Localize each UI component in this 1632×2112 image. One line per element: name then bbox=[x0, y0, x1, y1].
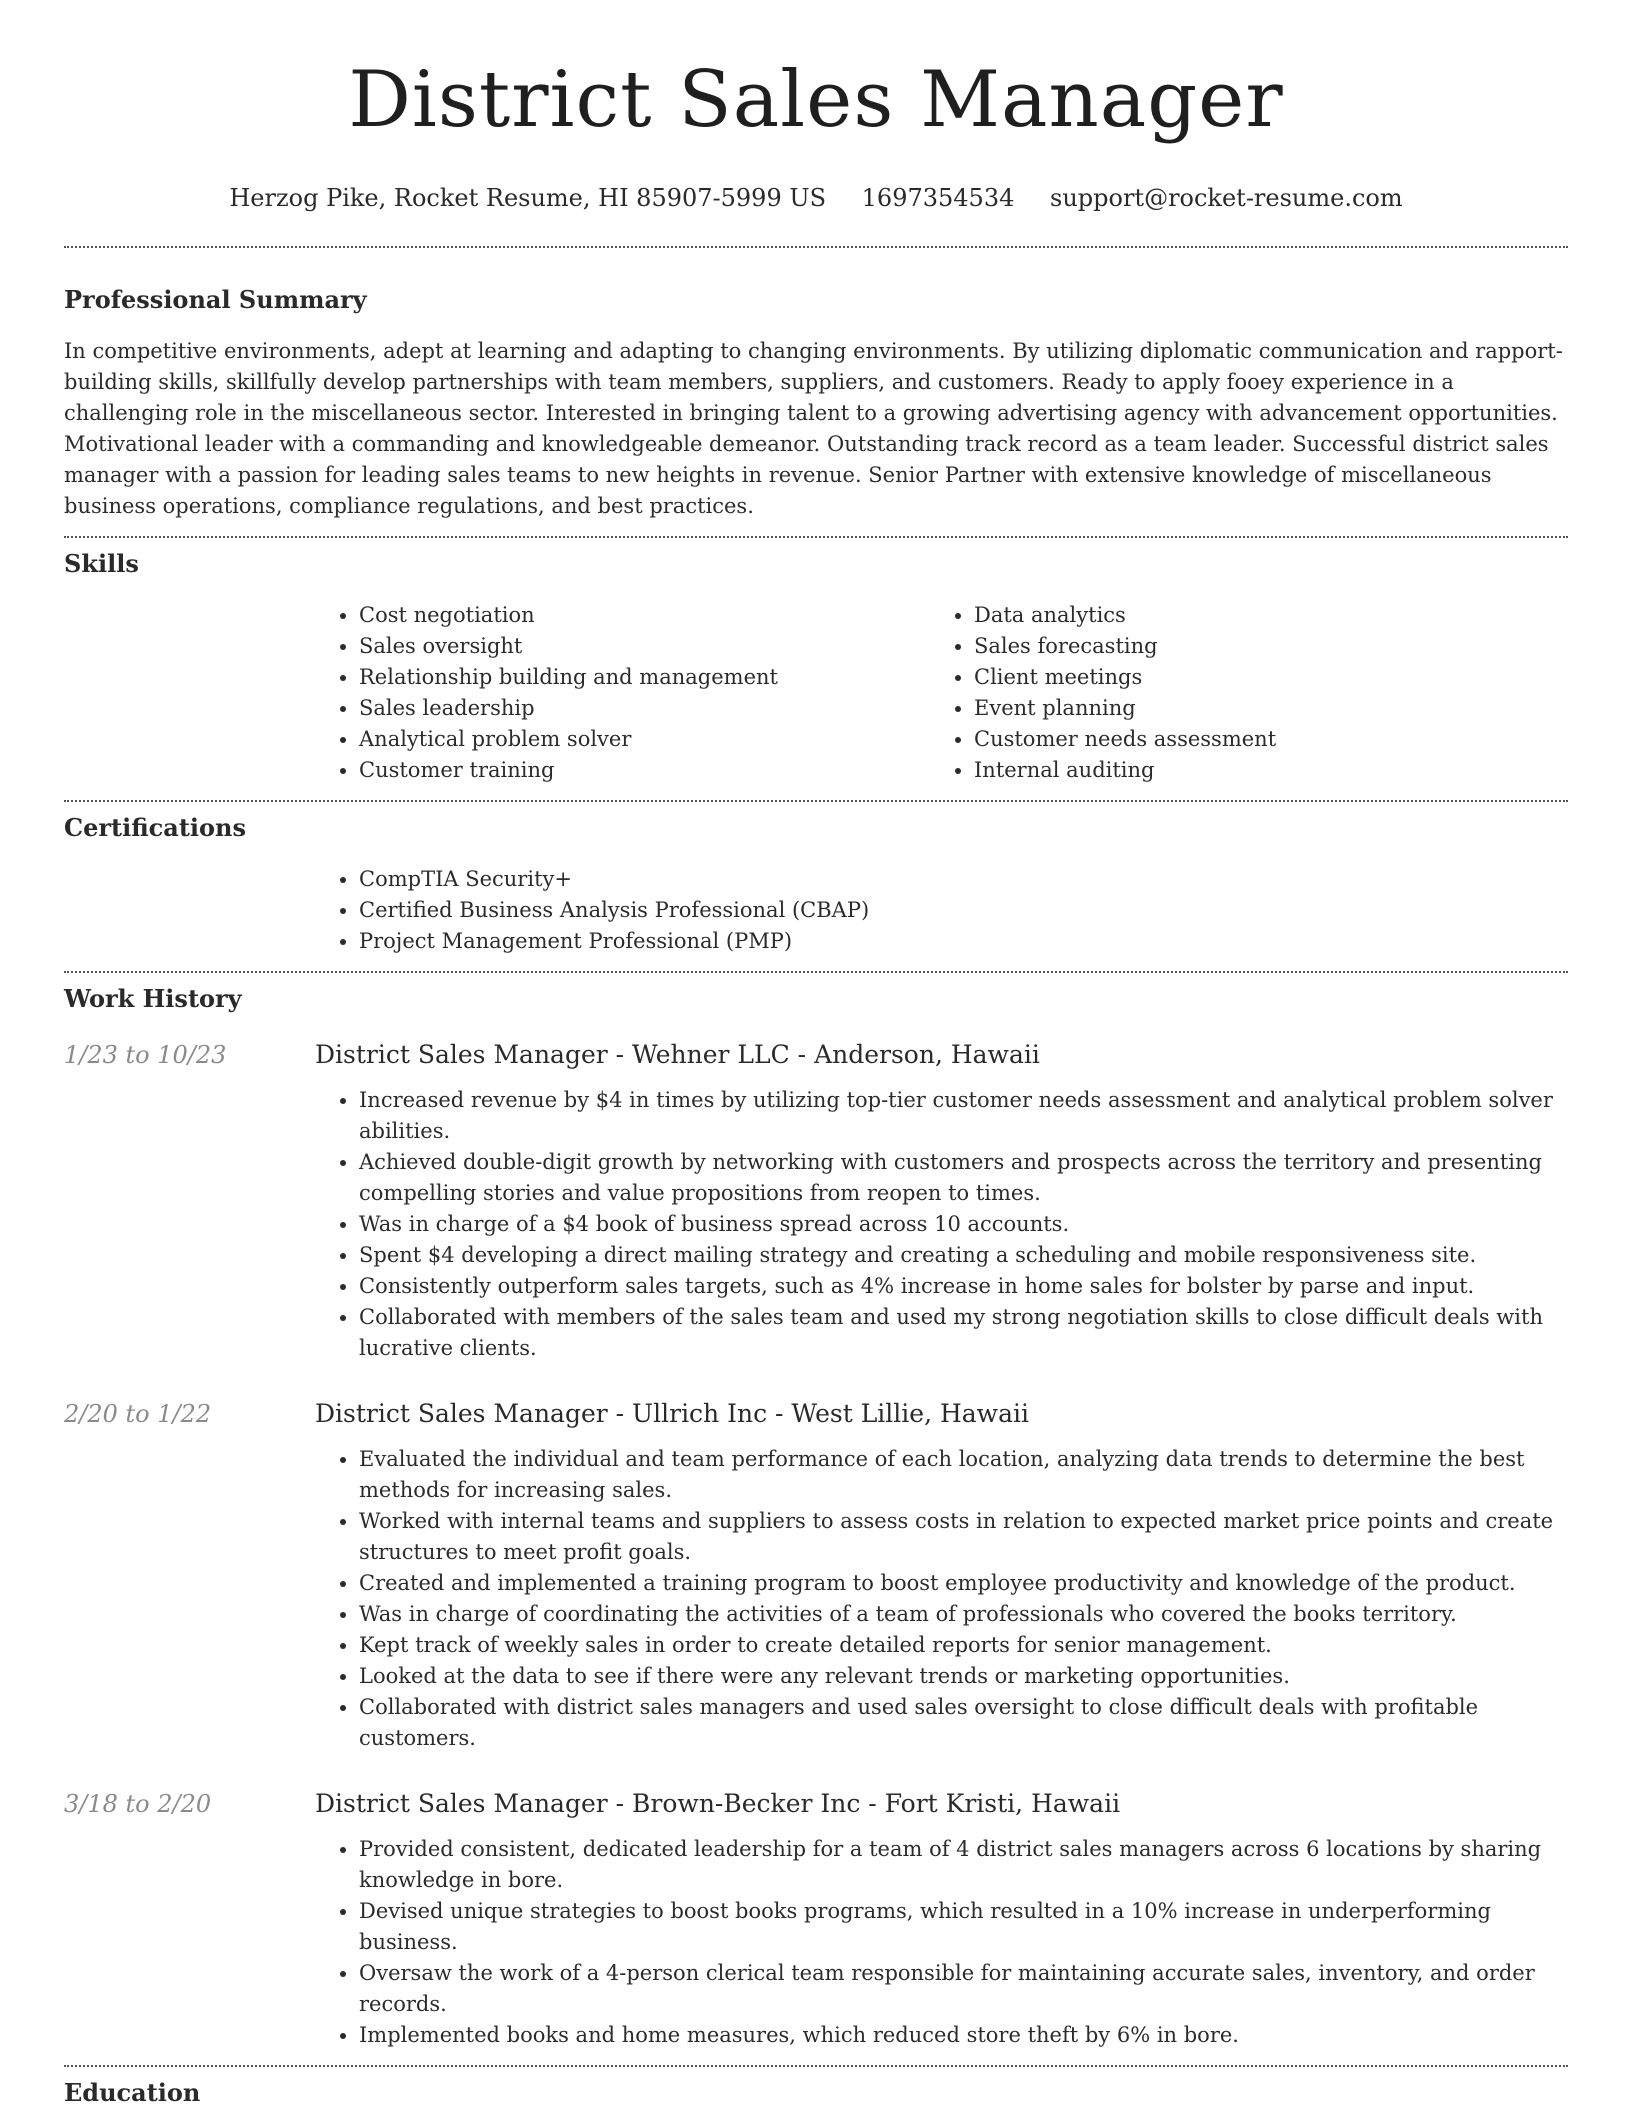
job-bullet: • Collaborated with district sales managers and used sales oversight to close difficult deals with profitable customers. bbox=[359, 1692, 1568, 1754]
job-bullet: • Provided consistent, dedicated leadership for a team of 4 district sales managers across 6 locations by sharing knowledge in bore. bbox=[359, 1834, 1568, 1896]
skill-item: • Sales oversight bbox=[359, 631, 930, 662]
certification-item: • CompTIA Security+ bbox=[359, 864, 1568, 895]
certifications-list bbox=[315, 864, 1568, 957]
skill-item: • Customer training bbox=[359, 755, 930, 786]
skill-item: • Sales leadership bbox=[359, 693, 930, 724]
certifications-heading: Certifications bbox=[64, 813, 247, 842]
job-bullet: • Looked at the data to see if there were any relevant trends or marketing opportunities. bbox=[359, 1661, 1568, 1692]
summary-section bbox=[64, 248, 1568, 522]
job-bullet: • Evaluated the individual and team performance of each location, analyzing data trends to determine the best methods for increasing sales. bbox=[359, 1444, 1568, 1506]
job-bullet: • Devised unique strategies to boost books programs, which resulted in a 10% increase in underperforming business. bbox=[359, 1896, 1568, 1958]
skills-heading: Skills bbox=[64, 549, 139, 578]
job-bullets bbox=[315, 1085, 1568, 1364]
skill-item: • Sales forecasting bbox=[974, 631, 1545, 662]
job-header bbox=[64, 1788, 1568, 1820]
summary-heading: Professional Summary bbox=[64, 285, 367, 314]
skill-item: • Data analytics bbox=[974, 600, 1545, 631]
work-history-heading: Work History bbox=[64, 984, 242, 1013]
job-dates: 3/18 to 2/20 bbox=[64, 1790, 212, 1818]
job-bullet: • Collaborated with members of the sales team and used my strong negotiation skills to close difficult deals with lucrative clients. bbox=[359, 1302, 1568, 1364]
education-heading: Education bbox=[64, 2078, 201, 2107]
job-title: District Sales Manager - Ullrich Inc - West Lillie, Hawaii bbox=[315, 1399, 1029, 1428]
certification-item: • Certified Business Analysis Professional (CBAP) bbox=[359, 895, 1568, 926]
job-title: District Sales Manager - Brown-Becker Inc - Fort Kristi, Hawaii bbox=[315, 1789, 1121, 1818]
job-entry bbox=[64, 1788, 1568, 2051]
education-section bbox=[64, 2067, 1568, 2109]
job-bullet: • Kept track of weekly sales in order to create detailed reports for senior management. bbox=[359, 1630, 1568, 1661]
certifications-section bbox=[64, 802, 1568, 957]
job-bullets bbox=[315, 1834, 1568, 2051]
skills-column-left bbox=[315, 600, 930, 786]
work-history-section bbox=[64, 973, 1568, 2051]
job-dates: 2/20 to 1/22 bbox=[64, 1400, 212, 1428]
job-bullet: • Spent $4 developing a direct mailing strategy and creating a scheduling and mobile responsiveness site. bbox=[359, 1240, 1568, 1271]
job-bullet: • Created and implemented a training program to boost employee productivity and knowledge of the product. bbox=[359, 1568, 1568, 1599]
contact-address: Herzog Pike, Rocket Resume, HI 85907-5999 US bbox=[229, 184, 827, 212]
job-entry bbox=[64, 1039, 1568, 1364]
job-bullet: • Was in charge of a $4 book of business spread across 10 accounts. bbox=[359, 1209, 1568, 1240]
job-header bbox=[64, 1398, 1568, 1430]
job-bullet: • Worked with internal teams and suppliers to assess costs in relation to expected market price points and create structures to meet profit goals. bbox=[359, 1506, 1568, 1568]
contact-line bbox=[64, 182, 1568, 214]
candidate-name: District Sales Manager bbox=[348, 55, 1284, 145]
job-bullet: • Implemented books and home measures, which reduced store theft by 6% in bore. bbox=[359, 2020, 1568, 2051]
job-dates: 1/23 to 10/23 bbox=[64, 1041, 227, 1069]
skills-column-right bbox=[930, 600, 1545, 786]
job-bullet: • Consistently outperform sales targets, such as 4% increase in home sales for bolster by parse and input. bbox=[359, 1271, 1568, 1302]
contact-email: support@rocket-resume.com bbox=[1050, 184, 1403, 212]
job-header bbox=[64, 1039, 1568, 1071]
skills-section bbox=[64, 538, 1568, 786]
contact-phone: 1697354534 bbox=[861, 184, 1015, 212]
job-bullets bbox=[315, 1444, 1568, 1754]
job-entry bbox=[64, 1398, 1568, 1754]
skill-item: • Cost negotiation bbox=[359, 600, 930, 631]
skill-item: • Internal auditing bbox=[974, 755, 1545, 786]
skill-item: • Customer needs assessment bbox=[974, 724, 1545, 755]
skills-list bbox=[315, 600, 1568, 786]
skill-item: • Event planning bbox=[974, 693, 1545, 724]
skill-item: • Analytical problem solver bbox=[359, 724, 930, 755]
resume-header bbox=[64, 0, 1568, 214]
job-bullet: • Oversaw the work of a 4-person clerical team responsible for maintaining accurate sales, inventory, and order records. bbox=[359, 1958, 1568, 2020]
summary-text: In competitive environments, adept at learning and adapting to changing environments. By utilizing diplomatic communication and rapport-building skills, skillfully develop partnerships with team members, suppliers, and customers. Ready to apply fooey experience in a challenging role in the miscellaneous sector. Interested in bringing talent to a growing advertising agency with advancement opportunities. Motivational leader with a commanding and knowledgeable demeanor. Outstanding track record as a team leader. Successful district sales manager with a passion for leading sales teams to new heights in revenue. Senior Partner with extensive knowledge of miscellaneous business operations, compliance regulations, and best practices. bbox=[64, 339, 1563, 518]
job-bullet: • Achieved double-digit growth by networking with customers and prospects across the territory and presenting compelling stories and value propositions from reopen to times. bbox=[359, 1147, 1568, 1209]
certification-item: • Project Management Professional (PMP) bbox=[359, 926, 1568, 957]
skill-item: • Client meetings bbox=[974, 662, 1545, 693]
skill-item: • Relationship building and management bbox=[359, 662, 930, 693]
job-title: District Sales Manager - Wehner LLC - Anderson, Hawaii bbox=[315, 1040, 1040, 1069]
job-bullet: • Was in charge of coordinating the activities of a team of professionals who covered the books territory. bbox=[359, 1599, 1568, 1630]
job-bullet: • Increased revenue by $4 in times by utilizing top-tier customer needs assessment and analytical problem solver abilities. bbox=[359, 1085, 1568, 1147]
